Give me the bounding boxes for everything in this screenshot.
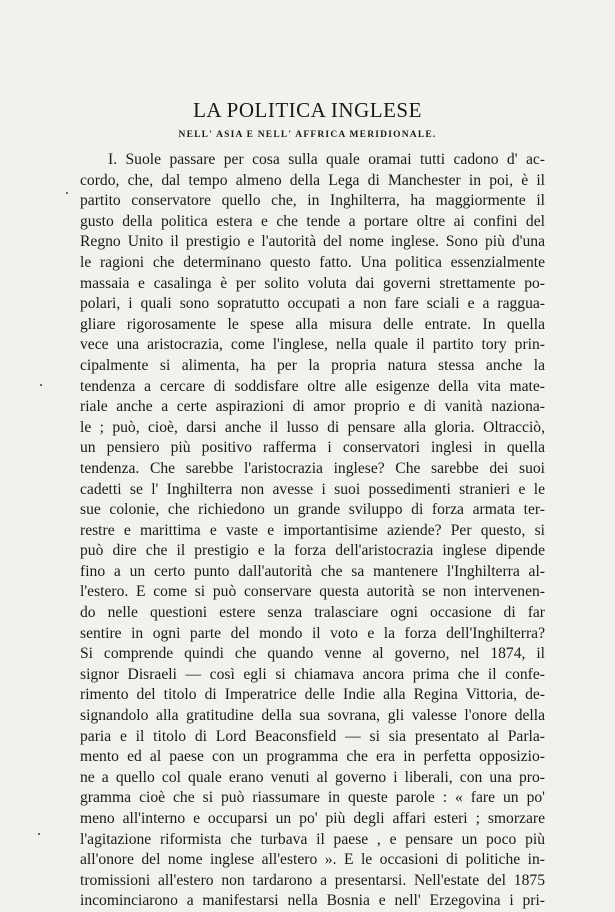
article-title: LA POLITICA INGLESE (193, 98, 422, 122)
text-line: partito conservatore quello che, in Inghilterra, ha maggiormente il (80, 192, 545, 210)
text-line: tendenza a cercare di soddisfare oltre alle esigenze della vita mate- (80, 377, 545, 395)
text-line: cordo, che, dal tempo almeno della Lega di Manchester in poi, è il (80, 171, 545, 189)
text-line: Regno Unito il prestigio e l'autorità del nome inglese. Sono più d'una (80, 233, 545, 251)
text-line: restre e marittima e vaste e importantisime aziende? Per questo, si (80, 521, 545, 539)
text-line: cadetti se l' Inghilterra non avesse i suoi possedimenti stranieri e le (80, 480, 545, 498)
text-line: sue colonie, che richiedono un grande sviluppo di forza armata ter- (80, 501, 545, 519)
scan-speck (40, 384, 42, 386)
text-line: Si comprende quindi che quando venne al governo, nel 1874, il (80, 645, 545, 663)
article-subtitle: NELL' ASIA E NELL' AFFRICA MERIDIONALE. (178, 130, 437, 140)
text-line: signor Disraeli — così egli si chiamava ancora prima che il confe- (80, 665, 545, 683)
text-line: gramma cioè che si può riassumare in queste parole : « fare un po' (80, 789, 545, 807)
text-line: all'onore del nome inglese all'estero ». E le occasioni di politiche in- (80, 851, 545, 869)
text-line: fino a un certo punto dall'autorità che sa mantenere l'Inghilterra al- (80, 562, 545, 580)
text-line: può dire che il prestigio e la forza dell'aristocrazia inglese dipende (80, 542, 545, 560)
scan-speck (66, 192, 68, 194)
text-line: gusto della politica estera e che tende a portare oltre ai confini del (80, 212, 545, 230)
text-line: signandolo alla gratitudine della sua sovrana, gli valesse l'onore della (80, 707, 545, 725)
text-line: tromissioni all'estero non tardarono a presentarsi. Nell'estate del 1875 (80, 871, 545, 889)
text-line: l'agitazione riformista che turbava il paese , e pensare un poco più (80, 830, 545, 848)
text-line: massaia e casalinga è per solito voluta dai governi strettamente po- (80, 274, 545, 292)
text-line: ne a quello col quale erano venuti al governo i liberali, con una pro- (80, 768, 545, 786)
article-body (80, 150, 545, 912)
scan-speck (38, 833, 40, 835)
text-line: sentire in ogni parte del mondo il voto e la forza dell'Inghilterra? (80, 624, 545, 642)
text-line: incominciarono a manifestarsi nella Bosnia e nell' Erzegovina i pri- (80, 892, 545, 910)
text-line: vece una aristocrazia, come l'inglese, nella quale il partito tory prin- (80, 336, 545, 354)
text-line: rimento del titolo di Imperatrice delle Indie alla Regina Vittoria, de- (80, 686, 545, 704)
text-line: cipalmente si alimenta, ha per la propria natura stessa anche la (80, 356, 545, 374)
text-line: l'estero. E come si può conservare questa autorità se non intervenen- (80, 583, 545, 601)
text-line: paria e il titolo di Lord Beaconsfield — si sia presentato al Parla- (80, 727, 545, 745)
text-line: riale anche a certe aspirazioni di amor proprio e di vanità naziona- (80, 398, 545, 416)
text-line: meno all'interno e occuparsi un po' più degli affari esteri ; smorzare (80, 810, 545, 827)
text-line: do nelle questioni estere senza tralasciare ogni occasione di far (80, 604, 545, 622)
text-line: mento ed al paese con un programma che era in perfetta opposizio- (80, 748, 545, 766)
text-line: polari, i quali sono sopratutto occupati a non fare sciali e a ragguа- (80, 295, 545, 313)
text-line: le ; può, cioè, darsi anche il lusso di pensare alla gloria. Oltracciò, (80, 418, 545, 436)
text-line: I. Suole passare per cosa sulla quale oramai tutti cadono d' ac- (108, 151, 545, 168)
text-line: tendenza. Che sarebbe l'aristocrazia inglese? Che sarebbe dei suoi (80, 459, 545, 477)
text-line: un pensiero più positivo rafferma i conservatori inglesi in quella (80, 439, 545, 457)
text-line: le ragioni che determinano questo fatto. Una politica essenzialmente (80, 253, 545, 271)
text-line: gliare rigorosamente le spese alla misura delle entrate. In quella (80, 315, 545, 333)
